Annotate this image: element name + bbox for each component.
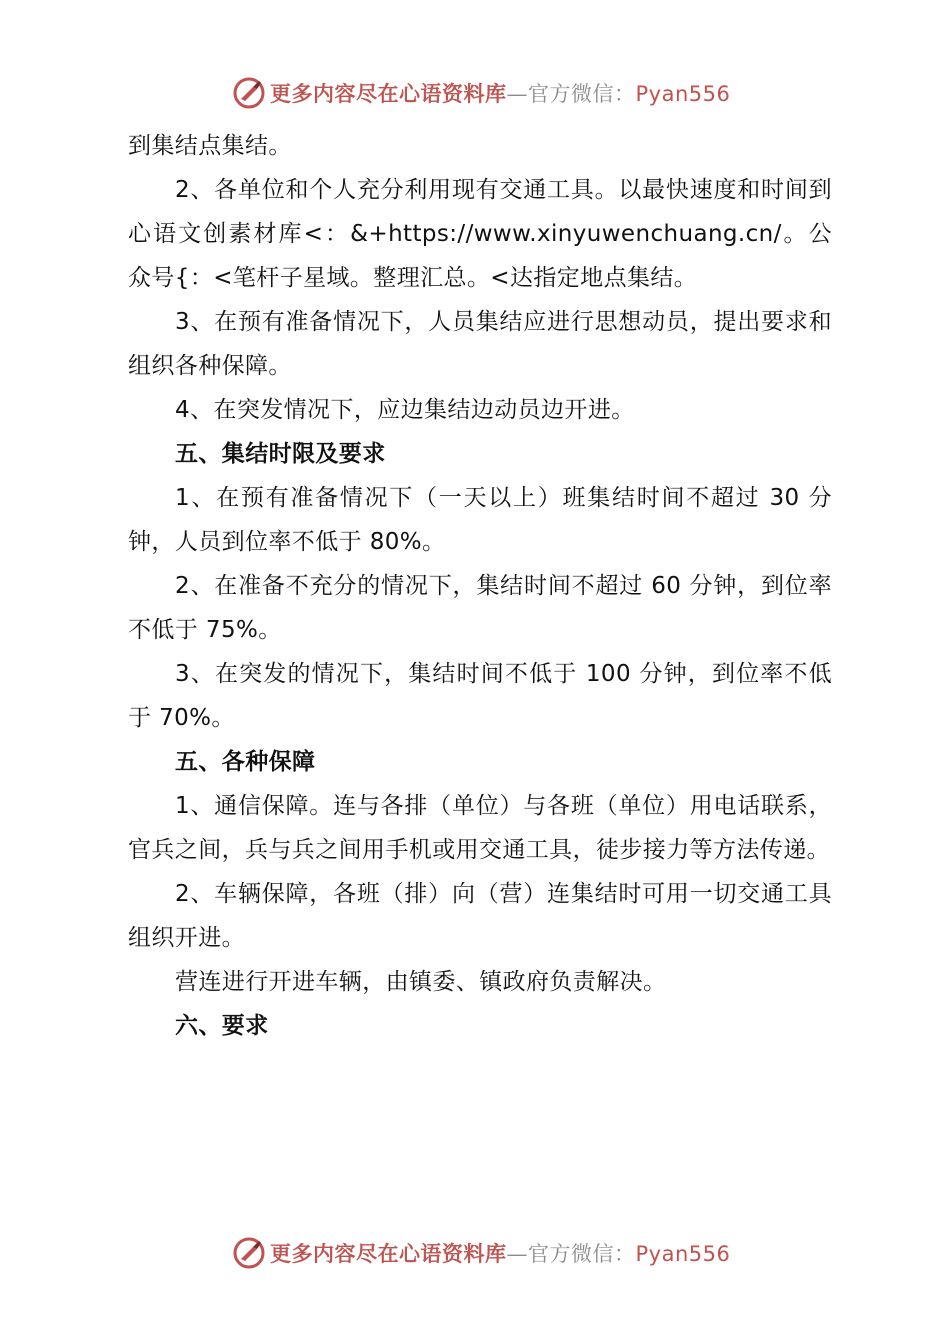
section-heading: 五、集结时限及要求	[175, 441, 386, 467]
paragraph: 2、各单位和个人充分利用现有交通工具。以最快速度和时间到心语文创素材库<：&+https://www.xinyuwenchuang.cn/。公众号{：<笔杆子星域。整理汇总。<达指定地点集结。	[128, 177, 832, 291]
footer-watermark	[232, 1233, 730, 1273]
paragraph: 到集结点集结。	[128, 133, 292, 159]
paragraph: 1、通信保障。连与各排（单位）与各班（单位）用电话联系，官兵之间，兵与兵之间用手机或用交通工具，徒步接力等方法传递。	[128, 793, 832, 863]
paragraph: 3、在突发的情况下，集结时间不低于 100 分钟，到位率不低于 70%。	[128, 661, 832, 731]
watermark-main-text: 更多内容尽在心语资料库	[270, 1241, 507, 1266]
paragraph: 营连进行开进车辆，由镇委、镇政府负责解决。	[175, 969, 667, 995]
watermark-wechat-id: Pyan556	[635, 82, 731, 106]
paragraph: 3、在预有准备情况下，人员集结应进行思想动员，提出要求和组织各种保障。	[128, 309, 832, 379]
section-heading: 五、各种保障	[175, 749, 316, 775]
watermark-separator: —	[506, 1242, 528, 1266]
document-body	[128, 124, 832, 1048]
paragraph: 4、在突发情况下，应边集结边动员边开进。	[175, 397, 635, 423]
paragraph: 2、在准备不充分的情况下，集结时间不超过 60 分钟，到位率不低于 75%。	[128, 573, 832, 643]
paragraph: 2、车辆保障，各班（排）向（营）连集结时可用一切交通工具组织开进。	[128, 881, 832, 951]
watermark-wechat-label: 官方微信：	[528, 1242, 636, 1266]
watermark-wechat-label: 官方微信：	[528, 82, 636, 106]
section-heading: 六、要求	[175, 1013, 269, 1039]
watermark-separator: —	[506, 82, 528, 106]
paragraph: 1、在预有准备情况下（一天以上）班集结时间不超过 30 分钟，人员到位率不低于 80%。	[128, 485, 832, 555]
watermark-main-text: 更多内容尽在心语资料库	[270, 81, 507, 106]
logo-icon	[232, 1236, 266, 1270]
watermark-wechat-id: Pyan556	[635, 1242, 731, 1266]
header-watermark	[232, 73, 730, 113]
logo-icon	[232, 76, 266, 110]
